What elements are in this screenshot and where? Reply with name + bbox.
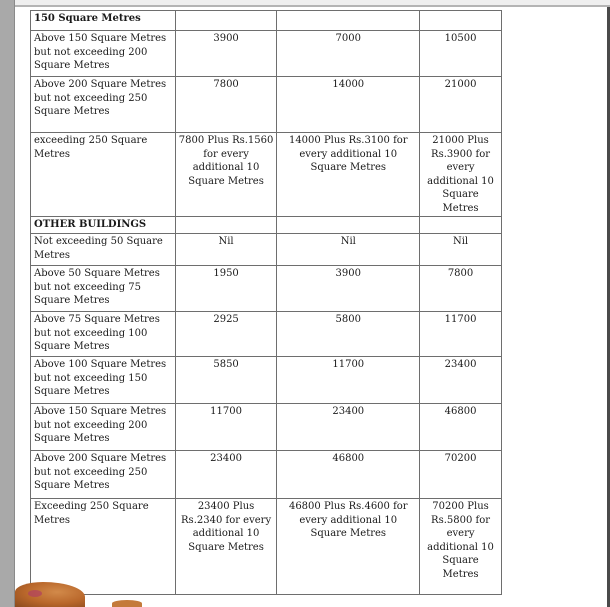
- viewer-top-bar: [15, 0, 610, 7]
- cell-value: 7000: [277, 31, 420, 77]
- cell-value: [175, 217, 277, 234]
- row-label: Above 75 Square Metres but not exceeding 100 Square Metres: [31, 312, 176, 357]
- table-row: [31, 404, 502, 451]
- cell-value: [277, 217, 420, 234]
- row-label: Above 150 Square Metres but not exceeding 200 Square Metres: [31, 31, 176, 77]
- cell-value: 7800 Plus Rs.1560 for every additional 10 Square Metres: [175, 133, 277, 217]
- row-label: Above 200 Square Metres but not exceeding 250 Square Metres: [31, 77, 176, 133]
- cell-value: 21000: [420, 77, 502, 133]
- cell-value: 21000 Plus Rs.3900 for every additional 10 Square Metres: [420, 133, 502, 217]
- cell-value: [175, 11, 277, 31]
- table-row: [31, 31, 502, 77]
- cell-value: 3900: [277, 266, 420, 312]
- cell-value: 5850: [175, 357, 277, 404]
- table-row: [31, 133, 502, 217]
- cell-value: 3900: [175, 31, 277, 77]
- row-label: 150 Square Metres: [31, 11, 176, 31]
- cell-value: Nil: [420, 234, 502, 266]
- cell-value: [420, 217, 502, 234]
- table-row: [31, 266, 502, 312]
- cell-value: 11700: [175, 404, 277, 451]
- cell-value: 46800: [420, 404, 502, 451]
- table-row: [31, 312, 502, 357]
- row-label: Above 150 Square Metres but not exceeding 200 Square Metres: [31, 404, 176, 451]
- cell-value: 23400: [277, 404, 420, 451]
- cell-value: 14000 Plus Rs.3100 for every additional 10 Square Metres: [277, 133, 420, 217]
- finger-photo-artifact-2: [112, 600, 142, 607]
- table-row: [31, 357, 502, 404]
- viewer-left-margin: [0, 0, 15, 607]
- section-heading: OTHER BUILDINGS: [31, 217, 176, 234]
- cell-value: [420, 11, 502, 31]
- cell-value: 2925: [175, 312, 277, 357]
- cell-value: Nil: [175, 234, 277, 266]
- cell-value: 23400: [420, 357, 502, 404]
- cell-value: 70200 Plus Rs.5800 for every additional 10 Square Metres: [420, 499, 502, 595]
- cell-value: 7800: [175, 77, 277, 133]
- cell-value: 10500: [420, 31, 502, 77]
- cell-value: 23400: [175, 451, 277, 499]
- cell-value: 7800: [420, 266, 502, 312]
- cell-value: 46800 Plus Rs.4600 for every additional 10 Square Metres: [277, 499, 420, 595]
- table-row: [31, 499, 502, 595]
- cell-value: 14000: [277, 77, 420, 133]
- row-label: Exceeding 250 Square Metres: [31, 499, 176, 595]
- row-label: Not exceeding 50 Square Metres: [31, 234, 176, 266]
- cell-value: 46800: [277, 451, 420, 499]
- row-label: Above 100 Square Metres but not exceeding 150 Square Metres: [31, 357, 176, 404]
- cell-value: 11700: [420, 312, 502, 357]
- cell-value: 11700: [277, 357, 420, 404]
- table-row: [31, 11, 502, 31]
- row-label: exceeding 250 Square Metres: [31, 133, 176, 217]
- finger-photo-artifact-tip: [28, 590, 42, 597]
- cell-value: 1950: [175, 266, 277, 312]
- table-row: [31, 77, 502, 133]
- cell-value: 5800: [277, 312, 420, 357]
- row-label: Above 50 Square Metres but not exceeding 75 Square Metres: [31, 266, 176, 312]
- table-row: [31, 451, 502, 499]
- cell-value: 23400 Plus Rs.2340 for every additional 10 Square Metres: [175, 499, 277, 595]
- row-label: Above 200 Square Metres but not exceeding 250 Square Metres: [31, 451, 176, 499]
- cell-value: [277, 11, 420, 31]
- fee-table: [30, 10, 502, 595]
- table-row: [31, 234, 502, 266]
- cell-value: Nil: [277, 234, 420, 266]
- cell-value: 70200: [420, 451, 502, 499]
- table-row: [31, 217, 502, 234]
